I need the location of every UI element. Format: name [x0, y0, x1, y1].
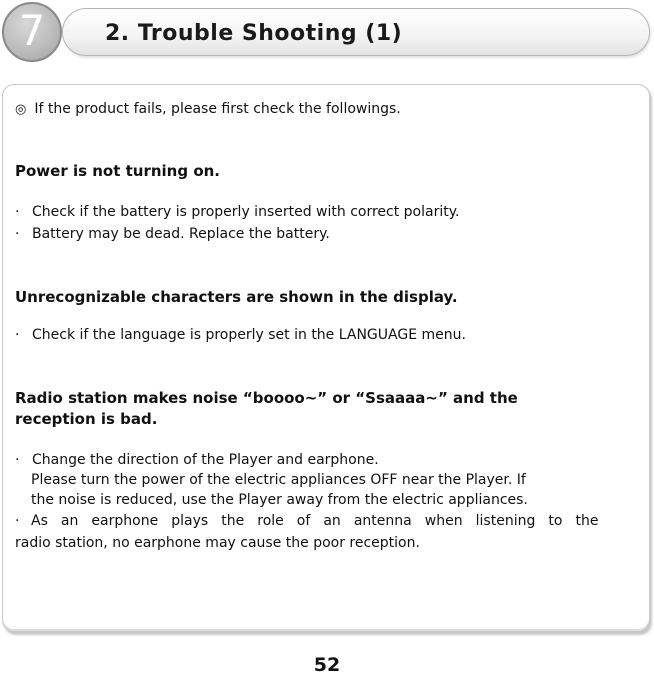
list-item	[15, 452, 379, 468]
list-item	[15, 204, 459, 220]
section-heading-radio-line1: Radio station makes noise “boooo~” or “Ssaaaa~” and the	[15, 389, 518, 407]
section-heading-radio-line2: reception is bad.	[15, 410, 158, 428]
section-heading-power: Power is not turning on.	[15, 162, 221, 180]
intro-text: If the product fails, please first check the followings.	[34, 101, 401, 117]
list-item	[15, 226, 330, 242]
list-item-text: Battery may be dead. Replace the battery.	[32, 226, 330, 242]
page-number: 52	[313, 654, 341, 676]
intro-line	[15, 101, 401, 117]
list-item	[15, 513, 635, 529]
title-banner	[62, 8, 650, 56]
list-item-text: Check if the battery is properly inserted with correct polarity.	[32, 204, 460, 220]
chapter-number: 7	[18, 6, 46, 55]
bullet-dot-icon: ·	[15, 513, 20, 529]
content-panel	[2, 84, 650, 632]
bullet-dot-icon: ·	[15, 204, 20, 220]
bullet-dot-icon: ·	[15, 226, 20, 242]
list-item-continuation: Please turn the power of the electric appliances OFF near the Player. If	[31, 472, 526, 488]
circle-bullet-icon: ◎	[15, 102, 27, 117]
list-item	[15, 327, 466, 343]
list-item-text: Change the direction of the Player and earphone.	[32, 452, 379, 468]
bullet-dot-icon: ·	[15, 327, 20, 343]
list-item-continuation: radio station, no earphone may cause the poor reception.	[15, 535, 420, 551]
list-item-text: Check if the language is properly set in the LANGUAGE menu.	[32, 327, 466, 343]
list-item-continuation: the noise is reduced, use the Player away from the electric appliances.	[31, 492, 528, 508]
chapter-number-badge	[2, 2, 62, 62]
page-title: 2. Trouble Shooting (1)	[105, 21, 403, 46]
section-heading-characters: Unrecognizable characters are shown in the display.	[15, 288, 458, 306]
bullet-dot-icon: ·	[15, 452, 20, 468]
list-item-text: As an earphone plays the role of an antenna when listening to the	[31, 513, 599, 529]
